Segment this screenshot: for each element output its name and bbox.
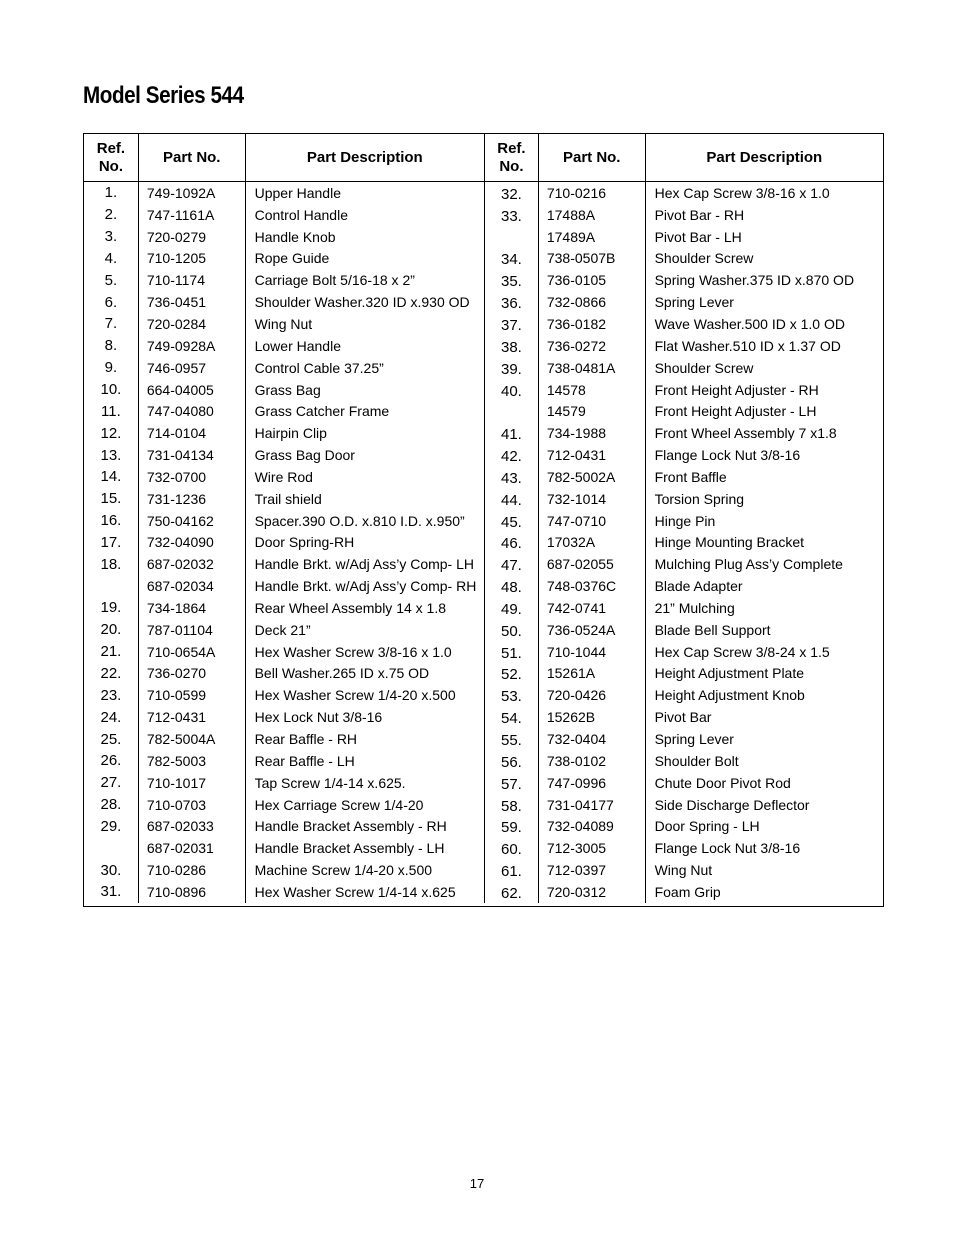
part-description-cell: Shoulder Screw xyxy=(654,250,754,267)
ref-number-cell xyxy=(84,837,138,859)
part-number-cell: 720-0312 xyxy=(546,883,607,900)
part-description-cell: Handle Knob xyxy=(254,228,336,245)
ref-number-cell: 60. xyxy=(501,841,522,859)
part-description-cell: Tap Screw 1/4-14 x.625. xyxy=(254,774,406,791)
ref-number-cell: 39. xyxy=(501,360,522,378)
ref-number-cell: 37. xyxy=(501,316,522,334)
part-number-cell: 710-1017 xyxy=(146,774,207,791)
ref-number-cell: 7. xyxy=(104,315,118,333)
ref-number-cell: 55. xyxy=(501,732,522,750)
ref-number-cell xyxy=(485,226,538,248)
part-number-cell: 712-0431 xyxy=(146,709,207,726)
part-description-cell: Hairpin Clip xyxy=(254,425,327,442)
page-number: 17 xyxy=(469,1176,485,1191)
part-number-cell: 738-0507B xyxy=(546,250,616,267)
part-description-cell: Spring Lever xyxy=(654,294,734,311)
ref-number-cell: 57. xyxy=(501,775,522,793)
part-number-cell: 731-04134 xyxy=(146,447,214,464)
part-number-cell: 731-04177 xyxy=(546,796,614,813)
ref-number-cell: 26. xyxy=(100,752,122,770)
ref-number-cell: 8. xyxy=(104,337,118,355)
part-description-cell: Flange Lock Nut 3/8-16 xyxy=(654,840,801,857)
header-part-description: Part Description xyxy=(245,134,484,181)
part-description-cell: Lower Handle xyxy=(254,337,341,354)
header-ref-no: Ref. No. xyxy=(96,139,126,175)
part-description-cell: Rear Wheel Assembly 14 x 1.8 xyxy=(254,599,447,616)
ref-number-cell: 52. xyxy=(501,666,522,684)
part-description-cell: Spring Washer.375 ID x.870 OD xyxy=(654,272,855,289)
ref-number-cell: 53. xyxy=(501,688,522,706)
table-header xyxy=(84,134,883,182)
ref-number-cell: 30. xyxy=(100,861,122,879)
right-part-column xyxy=(538,182,645,903)
ref-number-cell: 56. xyxy=(501,753,522,771)
part-number-cell: 787-01104 xyxy=(146,621,213,638)
part-number-cell: 15261A xyxy=(546,665,596,682)
part-description-cell: Door Spring-RH xyxy=(254,534,355,551)
part-number-cell: 732-1014 xyxy=(546,490,607,507)
part-description-cell: Shoulder Washer.320 ID x.930 OD xyxy=(254,294,470,311)
part-description-cell: Handle Brkt. w/Adj Ass’y Comp- RH xyxy=(254,578,477,595)
part-number-cell: 738-0102 xyxy=(546,752,607,769)
part-number-cell: 710-1044 xyxy=(546,643,607,660)
part-number-cell: 710-0599 xyxy=(146,687,207,704)
part-number-cell: 687-02033 xyxy=(146,818,214,835)
ref-number-cell: 1. xyxy=(104,184,118,202)
part-number-cell: 687-02034 xyxy=(146,578,214,595)
part-description-cell: Handle Bracket Assembly - LH xyxy=(254,840,445,857)
header-part-description: Part Description xyxy=(645,134,883,181)
part-number-cell: 731-1236 xyxy=(146,490,207,507)
part-number-cell: 720-0279 xyxy=(146,228,207,245)
ref-number-cell: 9. xyxy=(104,359,118,377)
ref-number-cell: 62. xyxy=(501,884,522,902)
parts-table xyxy=(83,133,884,907)
part-number-cell: 736-0182 xyxy=(546,315,607,332)
part-number-cell: 17489A xyxy=(546,228,596,245)
ref-number-cell: 15. xyxy=(100,490,122,508)
ref-number-cell: 16. xyxy=(100,512,122,530)
part-number-cell: 720-0284 xyxy=(146,315,207,332)
part-description-cell: Machine Screw 1/4-20 x.500 xyxy=(254,862,433,879)
ref-number-cell: 35. xyxy=(501,273,522,291)
part-description-cell: Wave Washer.500 ID x 1.0 OD xyxy=(654,315,845,332)
part-number-cell: 14579 xyxy=(546,403,586,420)
ref-number-cell: 36. xyxy=(501,295,522,313)
part-description-cell: Handle Bracket Assembly - RH xyxy=(254,818,447,835)
part-number-cell: 747-0996 xyxy=(546,774,607,791)
part-description-cell: Height Adjustment Knob xyxy=(654,687,805,704)
part-description-cell: Wing Nut xyxy=(654,862,713,879)
part-description-cell: Carriage Bolt 5/16-18 x 2” xyxy=(254,272,415,289)
part-description-cell: Torsion Spring xyxy=(654,490,745,507)
part-description-cell: Front Baffle xyxy=(654,468,727,485)
ref-number-cell: 40. xyxy=(501,382,522,400)
page-title: Model Series 544 xyxy=(83,82,244,109)
left-ref-column xyxy=(84,182,138,903)
part-number-cell: 736-0105 xyxy=(546,272,607,289)
part-number-cell: 732-0866 xyxy=(546,294,607,311)
part-number-cell: 732-0700 xyxy=(146,468,207,485)
part-description-cell: Hex Carriage Screw 1/4-20 xyxy=(254,796,424,813)
part-description-cell: Grass Bag Door xyxy=(254,447,355,464)
ref-number-cell: 43. xyxy=(501,469,522,487)
ref-number-cell: 14. xyxy=(100,468,122,486)
part-description-cell: Control Cable 37.25” xyxy=(254,359,384,376)
part-number-cell: 782-5003 xyxy=(146,752,207,769)
part-description-cell: Chute Door Pivot Rod xyxy=(654,774,791,791)
part-description-cell: Spring Lever xyxy=(654,731,734,748)
part-number-cell: 736-0272 xyxy=(546,337,607,354)
ref-number-cell: 48. xyxy=(501,579,522,597)
part-description-cell: Hinge Mounting Bracket xyxy=(654,534,805,551)
part-description-cell: Front Height Adjuster - RH xyxy=(654,381,819,398)
part-number-cell: 750-04162 xyxy=(146,512,214,529)
part-number-cell: 749-0928A xyxy=(146,337,216,354)
ref-number-cell: 21. xyxy=(100,643,122,661)
part-description-cell: Rope Guide xyxy=(254,250,330,267)
part-description-cell: 21” Mulching xyxy=(654,599,735,616)
ref-number-cell: 5. xyxy=(104,271,118,289)
ref-number-cell: 45. xyxy=(501,513,522,531)
part-description-cell: Blade Adapter xyxy=(654,578,743,595)
header-part-no: Part No. xyxy=(138,134,245,181)
part-description-cell: Mulching Plug Ass’y Complete xyxy=(654,556,843,573)
part-description-cell: Hex Washer Screw 1/4-14 x.625 xyxy=(254,883,456,900)
ref-number-cell: 34. xyxy=(501,251,522,269)
part-number-cell: 714-0104 xyxy=(146,425,207,442)
ref-number-cell: 20. xyxy=(100,621,122,639)
ref-number-cell: 29. xyxy=(100,817,122,835)
part-number-cell: 736-0270 xyxy=(146,665,207,682)
part-number-cell: 738-0481A xyxy=(546,359,616,376)
ref-number-cell: 49. xyxy=(501,600,522,618)
ref-number-cell: 32. xyxy=(501,185,522,203)
right-description-column xyxy=(645,182,883,903)
left-part-column xyxy=(138,182,245,903)
part-description-cell: Hex Cap Screw 3/8-24 x 1.5 xyxy=(654,643,830,660)
header-ref-no: Ref. No. xyxy=(484,134,538,181)
part-description-cell: Flat Washer.510 ID x 1.37 OD xyxy=(654,337,841,354)
ref-number-cell: 12. xyxy=(100,424,122,442)
ref-number-cell: 25. xyxy=(100,730,122,748)
part-description-cell: Wing Nut xyxy=(254,315,313,332)
ref-number-cell: 6. xyxy=(104,293,118,311)
part-description-cell: Bell Washer.265 ID x.75 OD xyxy=(254,665,430,682)
part-number-cell: 749-1092A xyxy=(146,184,216,201)
part-number-cell: 736-0524A xyxy=(546,621,616,638)
part-number-cell: 720-0426 xyxy=(546,687,607,704)
ref-number-cell: 31. xyxy=(100,883,122,901)
part-description-cell: Height Adjustment Plate xyxy=(654,665,805,682)
part-number-cell: 747-1161A xyxy=(146,206,215,223)
part-number-cell: 710-0286 xyxy=(146,862,207,879)
part-description-cell: Handle Brkt. w/Adj Ass’y Comp- LH xyxy=(254,556,474,573)
part-description-cell: Spacer.390 O.D. x.810 I.D. x.950” xyxy=(254,512,465,529)
ref-number-cell: 24. xyxy=(100,708,122,726)
table-body xyxy=(84,182,883,906)
part-description-cell: Pivot Bar xyxy=(654,709,712,726)
part-number-cell: 17488A xyxy=(546,206,596,223)
part-number-cell: 736-0451 xyxy=(146,294,207,311)
ref-number-cell: 2. xyxy=(104,206,118,224)
part-description-cell: Rear Baffle - LH xyxy=(254,752,355,769)
part-number-cell: 710-0896 xyxy=(146,883,207,900)
part-number-cell: 710-1174 xyxy=(146,272,205,289)
part-description-cell: Rear Baffle - RH xyxy=(254,731,358,748)
part-number-cell: 732-04090 xyxy=(146,534,214,551)
part-description-cell: Pivot Bar - LH xyxy=(654,228,742,245)
part-number-cell: 782-5004A xyxy=(146,731,216,748)
part-number-cell: 687-02055 xyxy=(546,556,614,573)
part-description-cell: Wire Rod xyxy=(254,468,313,485)
ref-number-cell: 13. xyxy=(100,446,122,464)
ref-number-cell: 17. xyxy=(100,533,122,551)
ref-number-cell: 10. xyxy=(100,381,122,399)
part-number-cell: 687-02032 xyxy=(146,556,214,573)
part-number-cell: 710-0703 xyxy=(146,796,207,813)
part-description-cell: Front Height Adjuster - LH xyxy=(654,403,817,420)
ref-number-cell: 3. xyxy=(104,228,118,246)
part-number-cell: 687-02031 xyxy=(146,840,214,857)
part-description-cell: Deck 21” xyxy=(254,621,311,638)
ref-number-cell: 28. xyxy=(100,796,122,814)
ref-number-cell: 38. xyxy=(501,338,522,356)
part-number-cell: 734-1988 xyxy=(546,425,607,442)
part-number-cell: 712-0397 xyxy=(546,862,607,879)
part-description-cell: Grass Bag xyxy=(254,381,321,398)
part-description-cell: Pivot Bar - RH xyxy=(654,206,745,223)
ref-number-cell: 59. xyxy=(501,819,522,837)
part-number-cell: 734-1864 xyxy=(146,599,207,616)
ref-number-cell xyxy=(84,575,138,597)
part-description-cell: Grass Catcher Frame xyxy=(254,403,390,420)
ref-number-cell: 33. xyxy=(501,207,522,225)
part-number-cell: 782-5002A xyxy=(546,468,616,485)
part-number-cell: 664-04005 xyxy=(146,381,214,398)
part-number-cell: 712-3005 xyxy=(546,840,607,857)
part-number-cell: 748-0376C xyxy=(546,578,617,595)
part-number-cell: 712-0431 xyxy=(546,447,607,464)
part-description-cell: Door Spring - LH xyxy=(654,818,760,835)
part-number-cell: 710-0654A xyxy=(146,643,216,660)
ref-number-cell: 18. xyxy=(100,555,122,573)
ref-number-cell: 61. xyxy=(501,863,522,881)
part-description-cell: Side Discharge Deflector xyxy=(654,796,810,813)
ref-number-cell: 51. xyxy=(501,644,522,662)
part-number-cell: 746-0957 xyxy=(146,359,207,376)
part-number-cell: 15262B xyxy=(546,709,596,726)
ref-number-cell: 44. xyxy=(501,491,522,509)
ref-number-cell: 4. xyxy=(104,249,118,267)
left-description-column xyxy=(245,182,484,903)
part-description-cell: Hex Washer Screw 3/8-16 x 1.0 xyxy=(254,643,452,660)
part-description-cell: Shoulder Bolt xyxy=(654,752,739,769)
part-description-cell: Control Handle xyxy=(254,206,348,223)
ref-number-cell: 23. xyxy=(100,686,122,704)
right-ref-column xyxy=(484,182,538,903)
ref-number-cell: 50. xyxy=(501,622,522,640)
part-description-cell: Blade Bell Support xyxy=(654,621,771,638)
ref-number-cell: 54. xyxy=(501,710,522,728)
part-description-cell: Shoulder Screw xyxy=(654,359,754,376)
ref-number-cell: 46. xyxy=(501,535,522,553)
part-description-cell: Trail shield xyxy=(254,490,322,507)
ref-number-cell xyxy=(485,400,538,422)
part-number-cell: 732-0404 xyxy=(546,731,607,748)
ref-number-cell: 22. xyxy=(100,664,122,682)
part-number-cell: 710-1205 xyxy=(146,250,207,267)
part-description-cell: Foam Grip xyxy=(654,883,721,900)
part-number-cell: 17032A xyxy=(546,534,596,551)
ref-number-cell: 11. xyxy=(101,402,121,420)
part-description-cell: Hex Washer Screw 1/4-20 x.500 xyxy=(254,687,456,704)
part-number-cell: 14578 xyxy=(546,381,586,398)
ref-number-cell: 58. xyxy=(501,797,522,815)
part-description-cell: Upper Handle xyxy=(254,184,341,201)
part-number-cell: 747-0710 xyxy=(546,512,607,529)
ref-number-cell: 42. xyxy=(501,448,522,466)
part-number-cell: 732-04089 xyxy=(546,818,614,835)
part-description-cell: Hex Lock Nut 3/8-16 xyxy=(254,709,383,726)
part-description-cell: Hinge Pin xyxy=(654,512,716,529)
ref-number-cell: 19. xyxy=(100,599,122,617)
ref-number-cell: 27. xyxy=(100,774,122,792)
ref-number-cell: 41. xyxy=(501,426,522,444)
part-number-cell: 710-0216 xyxy=(546,184,607,201)
part-description-cell: Front Wheel Assembly 7 x1.8 xyxy=(654,425,837,442)
part-number-cell: 742-0741 xyxy=(546,599,607,616)
header-part-no: Part No. xyxy=(538,134,645,181)
ref-number-cell: 47. xyxy=(501,557,522,575)
part-description-cell: Hex Cap Screw 3/8-16 x 1.0 xyxy=(654,184,830,201)
part-description-cell: Flange Lock Nut 3/8-16 xyxy=(654,447,801,464)
part-number-cell: 747-04080 xyxy=(146,403,214,420)
